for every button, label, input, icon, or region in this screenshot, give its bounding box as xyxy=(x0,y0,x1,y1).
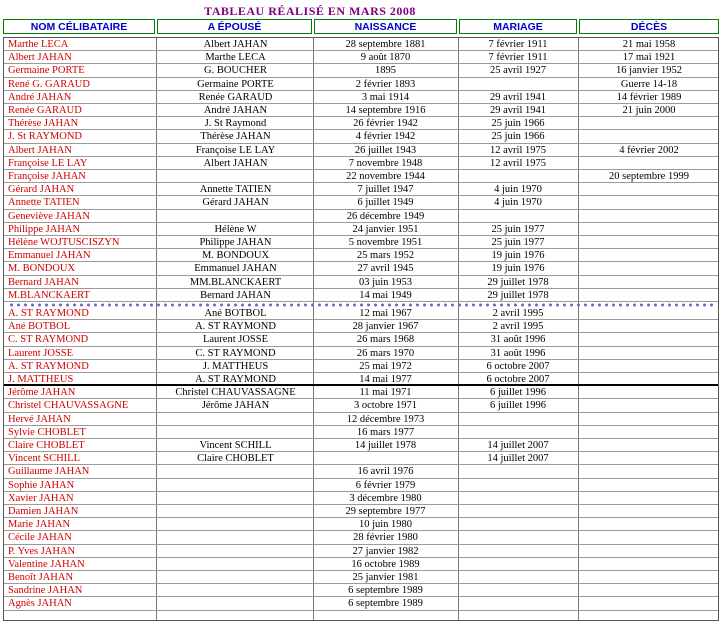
marriage-cell xyxy=(458,518,578,531)
birth-cell: 16 octobre 1989 xyxy=(351,558,420,570)
spouse-cell: G. BOUCHER xyxy=(203,65,267,77)
death-cell xyxy=(578,276,720,289)
death-cell xyxy=(578,531,720,544)
name-cell: M.BLANCKAERT xyxy=(8,289,90,301)
birth-cell: 14 juillet 1978 xyxy=(354,440,417,451)
name-cell: Agnès JAHAN xyxy=(8,598,72,610)
spouse-cell: Bernard JAHAN xyxy=(200,289,271,301)
spouse-cell: Françoise LE LAY xyxy=(195,144,276,156)
table-row xyxy=(4,289,718,302)
table-row xyxy=(4,130,718,143)
death-cell: 20 septembre 1999 xyxy=(609,171,689,182)
spouse-cell: Gérard JAHAN xyxy=(202,197,269,209)
death-cell xyxy=(578,307,720,320)
table-row xyxy=(4,518,718,531)
birth-cell: 6 février 1979 xyxy=(355,479,416,491)
marriage-cell: 2 avril 1995 xyxy=(492,321,544,333)
death-cell xyxy=(578,117,720,130)
birth-cell: 03 juin 1953 xyxy=(358,276,413,288)
marriage-cell: 29 juillet 1978 xyxy=(487,289,549,301)
table-row xyxy=(4,51,718,64)
death-cell xyxy=(578,465,720,478)
spouse-cell xyxy=(158,505,313,518)
birth-cell: 25 mars 1952 xyxy=(356,250,415,262)
birth-cell: 2 février 1893 xyxy=(355,78,416,90)
table-row xyxy=(4,196,718,209)
table-row xyxy=(4,183,718,196)
birth-cell: 5 novembre 1951 xyxy=(348,237,423,248)
name-cell: Albert JAHAN xyxy=(8,52,72,64)
table-row xyxy=(4,452,718,465)
death-cell xyxy=(578,571,720,584)
spouse-cell: Laurent JOSSE xyxy=(202,334,269,346)
death-cell xyxy=(578,439,720,452)
birth-cell: 14 mai 1949 xyxy=(359,289,412,301)
birth-cell: 4 février 1942 xyxy=(355,131,416,143)
spouse-cell: A. ST RAYMOND xyxy=(195,321,276,333)
spouse-cell: Vincent SCHILL xyxy=(199,440,272,451)
dotted-separator xyxy=(8,303,714,307)
marriage-cell: 29 avril 1941 xyxy=(490,91,546,103)
birth-cell: 10 juin 1980 xyxy=(358,519,413,531)
death-cell xyxy=(578,183,720,196)
birth-cell: 9 août 1870 xyxy=(360,52,411,64)
marriage-cell: 7 février 1911 xyxy=(488,39,548,50)
birth-cell: 6 septembre 1989 xyxy=(348,585,423,597)
table-row xyxy=(4,144,718,157)
name-cell: Vincent SCHILL xyxy=(8,453,80,465)
spouse-cell: C. ST RAYMOND xyxy=(195,347,276,359)
table-row xyxy=(4,91,718,104)
header-naissance: NAISSANCE xyxy=(314,19,457,34)
table-row xyxy=(4,465,718,478)
table-row xyxy=(4,262,718,275)
marriage-cell: 14 juillet 2007 xyxy=(487,453,549,465)
spouse-cell xyxy=(158,413,313,426)
spouse-cell: A. ST RAYMOND xyxy=(195,374,276,385)
spouse-cell xyxy=(158,465,313,478)
table-row xyxy=(4,210,718,223)
birth-cell: 6 septembre 1989 xyxy=(348,598,423,610)
table-row xyxy=(4,479,718,492)
birth-cell: 27 janvier 1982 xyxy=(352,545,419,557)
spouse-cell: Renée GARAUD xyxy=(198,91,273,103)
birth-cell: 12 décembre 1973 xyxy=(346,413,425,425)
marriage-cell: 14 juillet 2007 xyxy=(487,440,549,451)
marriage-cell: 25 juin 1977 xyxy=(491,237,545,248)
marriage-cell xyxy=(458,492,578,505)
name-cell: Sandrine JAHAN xyxy=(8,585,83,597)
death-cell xyxy=(578,347,720,360)
table-row xyxy=(4,117,718,130)
marriage-cell xyxy=(458,571,578,584)
name-cell: Hélène WOJTUSCISZYN xyxy=(8,237,120,248)
death-cell xyxy=(578,413,720,426)
name-cell: Damien JAHAN xyxy=(8,506,79,517)
spouse-cell: Germaine PORTE xyxy=(197,78,274,90)
name-cell: M. BONDOUX xyxy=(8,263,76,275)
birth-cell: 14 septembre 1916 xyxy=(345,105,426,116)
name-cell: C. ST RAYMOND xyxy=(8,334,89,346)
name-cell: Claire CHOBLET xyxy=(8,440,85,451)
marriage-cell: 4 juin 1970 xyxy=(494,197,542,209)
birth-cell: 24 janvier 1951 xyxy=(352,223,419,235)
spouse-cell: Claire CHOBLET xyxy=(197,453,274,465)
marriage-cell: 25 juin 1977 xyxy=(491,223,545,235)
birth-cell: 25 mai 1972 xyxy=(359,360,412,372)
death-cell xyxy=(578,289,720,302)
spouse-cell: M. BONDOUX xyxy=(201,250,270,262)
birth-cell: 7 novembre 1948 xyxy=(348,157,423,169)
spouse-cell: Marthe LECA xyxy=(205,52,266,64)
birth-cell: 14 mai 1977 xyxy=(359,374,412,385)
marriage-cell: 6 juillet 1996 xyxy=(490,400,546,412)
marriage-cell: 19 juin 1976 xyxy=(491,250,545,262)
spouse-cell: André JAHAN xyxy=(203,105,268,116)
death-cell xyxy=(578,518,720,531)
spouse-cell xyxy=(158,571,313,584)
name-cell: Laurent JOSSE xyxy=(8,347,74,359)
death-cell xyxy=(578,545,720,558)
marriage-cell: 6 octobre 2007 xyxy=(486,374,550,385)
table-row xyxy=(4,78,718,91)
name-cell: Benoît JAHAN xyxy=(8,572,74,583)
marriage-cell xyxy=(458,505,578,518)
name-cell: Annette TATIEN xyxy=(8,197,80,209)
name-cell: Emmanuel JAHAN xyxy=(8,250,91,262)
marriage-cell: 12 avril 1975 xyxy=(490,157,546,169)
header-mariage: MARIAGE xyxy=(459,19,577,34)
birth-cell: 22 novembre 1944 xyxy=(346,171,425,182)
death-cell xyxy=(578,452,720,465)
birth-cell: 26 décembre 1949 xyxy=(346,210,425,222)
death-cell xyxy=(578,249,720,262)
death-cell xyxy=(578,210,720,223)
birth-cell: 3 décembre 1980 xyxy=(349,492,422,504)
death-cell xyxy=(578,223,720,236)
death-cell xyxy=(578,320,720,333)
name-cell: Ané BOTBOL xyxy=(8,321,71,333)
marriage-cell: 31 août 1996 xyxy=(490,347,546,359)
birth-cell: 25 janvier 1981 xyxy=(352,572,419,583)
death-cell xyxy=(578,399,720,412)
marriage-cell xyxy=(458,210,578,223)
marriage-cell: 29 juillet 1978 xyxy=(487,276,549,288)
table-row xyxy=(4,170,718,183)
marriage-cell xyxy=(458,413,578,426)
header-deces: DÉCÈS xyxy=(579,19,719,34)
name-cell: Jérôme JAHAN xyxy=(8,387,76,399)
marriage-cell: 12 avril 1975 xyxy=(490,144,546,156)
table-row xyxy=(4,545,718,558)
spouse-cell xyxy=(158,518,313,531)
name-cell: Albert JAHAN xyxy=(8,144,72,156)
death-cell: 17 mai 1921 xyxy=(622,52,676,64)
name-cell: Germaine PORTE xyxy=(8,65,85,77)
marriage-cell xyxy=(458,597,578,610)
spouse-cell xyxy=(158,558,313,571)
birth-cell: 26 mars 1968 xyxy=(356,334,415,346)
marriage-cell: 2 avril 1995 xyxy=(492,308,544,319)
spouse-cell: J. St Raymond xyxy=(204,118,267,130)
birth-cell: 3 octobre 1971 xyxy=(354,400,417,412)
table-row xyxy=(4,276,718,289)
spouse-cell: Jérôme JAHAN xyxy=(201,400,270,412)
name-cell: Renée GARAUD xyxy=(8,105,82,116)
death-cell xyxy=(578,373,720,386)
death-cell xyxy=(578,262,720,275)
spouse-cell: Albert JAHAN xyxy=(203,39,268,50)
birth-cell: 6 juillet 1949 xyxy=(357,197,414,209)
table-row xyxy=(4,571,718,584)
name-cell: Hervé JAHAN xyxy=(8,413,71,425)
page-title: TABLEAU RÉALISÉ EN MARS 2008 xyxy=(204,4,416,18)
table-row xyxy=(4,333,718,346)
birth-cell: 1895 xyxy=(375,65,396,77)
spouse-cell: Thérèse JAHAN xyxy=(200,131,271,143)
death-cell: 4 février 2002 xyxy=(619,144,679,156)
marriage-cell: 25 juin 1966 xyxy=(491,131,545,143)
death-cell: 14 février 1989 xyxy=(616,91,682,103)
spouse-cell xyxy=(158,531,313,544)
table-row xyxy=(4,373,718,386)
table-row xyxy=(4,64,718,77)
table-row xyxy=(4,399,718,412)
spouse-cell xyxy=(158,597,313,610)
marriage-cell: 31 août 1996 xyxy=(490,334,546,346)
table-row xyxy=(4,584,718,597)
birth-cell: 28 février 1980 xyxy=(353,532,418,544)
table-row xyxy=(4,236,718,249)
marriage-cell xyxy=(458,78,578,91)
spouse-cell: Philippe JAHAN xyxy=(199,237,272,248)
name-cell: René G. GARAUD xyxy=(8,78,90,90)
marriage-cell xyxy=(458,170,578,183)
table-row xyxy=(4,307,718,320)
death-cell: Guerre 14-18 xyxy=(620,78,678,90)
marriage-cell: 25 juin 1966 xyxy=(491,118,545,130)
spouse-cell: Albert JAHAN xyxy=(203,157,268,169)
table-row xyxy=(4,347,718,360)
death-cell xyxy=(578,333,720,346)
spouse-cell xyxy=(158,492,313,505)
name-cell: Philippe JAHAN xyxy=(8,223,81,235)
name-cell: A. ST RAYMOND xyxy=(8,360,89,372)
marriage-cell xyxy=(458,545,578,558)
table-row xyxy=(4,360,718,373)
name-cell: P. Yves JAHAN xyxy=(8,545,76,557)
spouse-cell: Emmanuel JAHAN xyxy=(194,263,277,275)
death-cell xyxy=(578,426,720,439)
death-cell xyxy=(578,597,720,610)
marriage-cell xyxy=(458,465,578,478)
spouse-cell: Christel CHAUVASSAGNE xyxy=(175,387,296,399)
death-cell xyxy=(578,130,720,143)
table-row xyxy=(4,249,718,262)
table-row xyxy=(4,38,718,51)
birth-cell xyxy=(313,452,458,465)
table-row xyxy=(4,558,718,571)
spouse-cell: Hélène W xyxy=(214,223,257,235)
death-cell xyxy=(578,492,720,505)
death-cell xyxy=(578,196,720,209)
table-row xyxy=(4,104,718,117)
birth-cell: 26 février 1942 xyxy=(353,118,418,130)
death-cell xyxy=(578,584,720,597)
table-row xyxy=(4,531,718,544)
name-cell: Marie JAHAN xyxy=(8,519,71,531)
birth-cell: 11 mai 1971 xyxy=(359,387,412,399)
table-row xyxy=(4,505,718,518)
spouse-cell xyxy=(158,210,313,223)
table-row xyxy=(4,413,718,426)
name-cell: Guillaume JAHAN xyxy=(8,466,90,478)
marriage-cell: 7 février 1911 xyxy=(488,52,548,64)
marriage-cell xyxy=(458,558,578,571)
birth-cell: 26 juillet 1943 xyxy=(354,144,417,156)
birth-cell: 12 mai 1967 xyxy=(359,308,412,319)
birth-cell: 16 mars 1977 xyxy=(356,426,415,438)
name-cell: Cécile JAHAN xyxy=(8,532,72,544)
marriage-cell: 29 avril 1941 xyxy=(490,105,546,116)
birth-cell: 29 septembre 1977 xyxy=(345,506,426,517)
death-cell: 21 mai 1958 xyxy=(622,39,676,50)
spouse-cell xyxy=(158,545,313,558)
birth-cell: 7 juillet 1947 xyxy=(357,184,414,196)
table-row xyxy=(4,157,718,170)
table-row xyxy=(4,597,718,610)
birth-cell: 27 avril 1945 xyxy=(357,263,414,275)
spouse-cell: Annette TATIEN xyxy=(199,184,272,196)
name-cell: Thérèse JAHAN xyxy=(8,118,79,130)
spouse-cell xyxy=(158,426,313,439)
name-cell: Françoise LE LAY xyxy=(8,157,88,169)
table-row xyxy=(4,439,718,452)
marriage-cell xyxy=(458,426,578,439)
marriage-cell: 6 octobre 2007 xyxy=(486,360,550,372)
marriage-cell xyxy=(458,531,578,544)
birth-cell: 28 janvier 1967 xyxy=(352,321,419,333)
name-cell: Sophie JAHAN xyxy=(8,479,75,491)
name-cell: Marthe LECA xyxy=(8,39,69,50)
death-cell xyxy=(578,386,720,399)
death-cell: 16 janvier 1952 xyxy=(616,65,682,77)
death-cell xyxy=(578,236,720,249)
name-cell: Geneviève JAHAN xyxy=(8,210,90,222)
spouse-cell xyxy=(158,584,313,597)
header-nom: NOM CÉLIBATAIRE xyxy=(3,19,155,34)
header-epouse: A ÉPOUSÉ xyxy=(157,19,312,34)
table-row xyxy=(4,426,718,439)
table-row xyxy=(4,320,718,333)
birth-cell: 28 septembre 1881 xyxy=(345,39,426,50)
name-cell: Valentine JAHAN xyxy=(8,558,85,570)
table-row xyxy=(4,386,718,399)
birth-cell: 3 mai 1914 xyxy=(361,91,410,103)
marriage-cell: 19 juin 1976 xyxy=(491,263,545,275)
name-cell: Gérard JAHAN xyxy=(8,184,75,196)
birth-cell: 16 avril 1976 xyxy=(357,466,414,478)
spouse-cell: J. MATTHEUS xyxy=(202,360,269,372)
death-cell xyxy=(578,558,720,571)
death-cell xyxy=(578,157,720,170)
name-cell: J. MATTHEUS xyxy=(8,374,74,385)
spouse-cell xyxy=(158,479,313,492)
name-cell: Françoise JAHAN xyxy=(8,171,86,182)
spouse-cell: Ané BOTBOL xyxy=(204,308,267,319)
name-cell: André JAHAN xyxy=(8,91,72,103)
table-header xyxy=(3,19,719,37)
death-cell xyxy=(578,479,720,492)
spouse-cell: MM.BLANCKAERT xyxy=(189,276,282,288)
death-cell xyxy=(578,360,720,373)
name-cell: J. St RAYMOND xyxy=(8,131,83,143)
spouse-cell xyxy=(158,170,313,183)
marriage-cell xyxy=(458,584,578,597)
death-cell: 21 juin 2000 xyxy=(622,105,676,116)
name-cell: Xavier JAHAN xyxy=(8,492,74,504)
genealogy-table xyxy=(3,37,719,621)
marriage-cell: 6 juillet 1996 xyxy=(490,387,546,399)
birth-cell: 26 mars 1970 xyxy=(356,347,415,359)
name-cell: Christel CHAUVASSAGNE xyxy=(8,400,129,412)
name-cell: Sylvie CHOBLET xyxy=(8,426,86,438)
name-cell: Bernard JAHAN xyxy=(8,276,79,288)
marriage-cell: 25 avril 1927 xyxy=(490,65,546,77)
name-cell: A. ST RAYMOND xyxy=(8,308,89,319)
table-row xyxy=(4,223,718,236)
death-cell xyxy=(578,505,720,518)
marriage-cell xyxy=(458,479,578,492)
table-row xyxy=(4,492,718,505)
marriage-cell: 4 juin 1970 xyxy=(494,184,542,196)
